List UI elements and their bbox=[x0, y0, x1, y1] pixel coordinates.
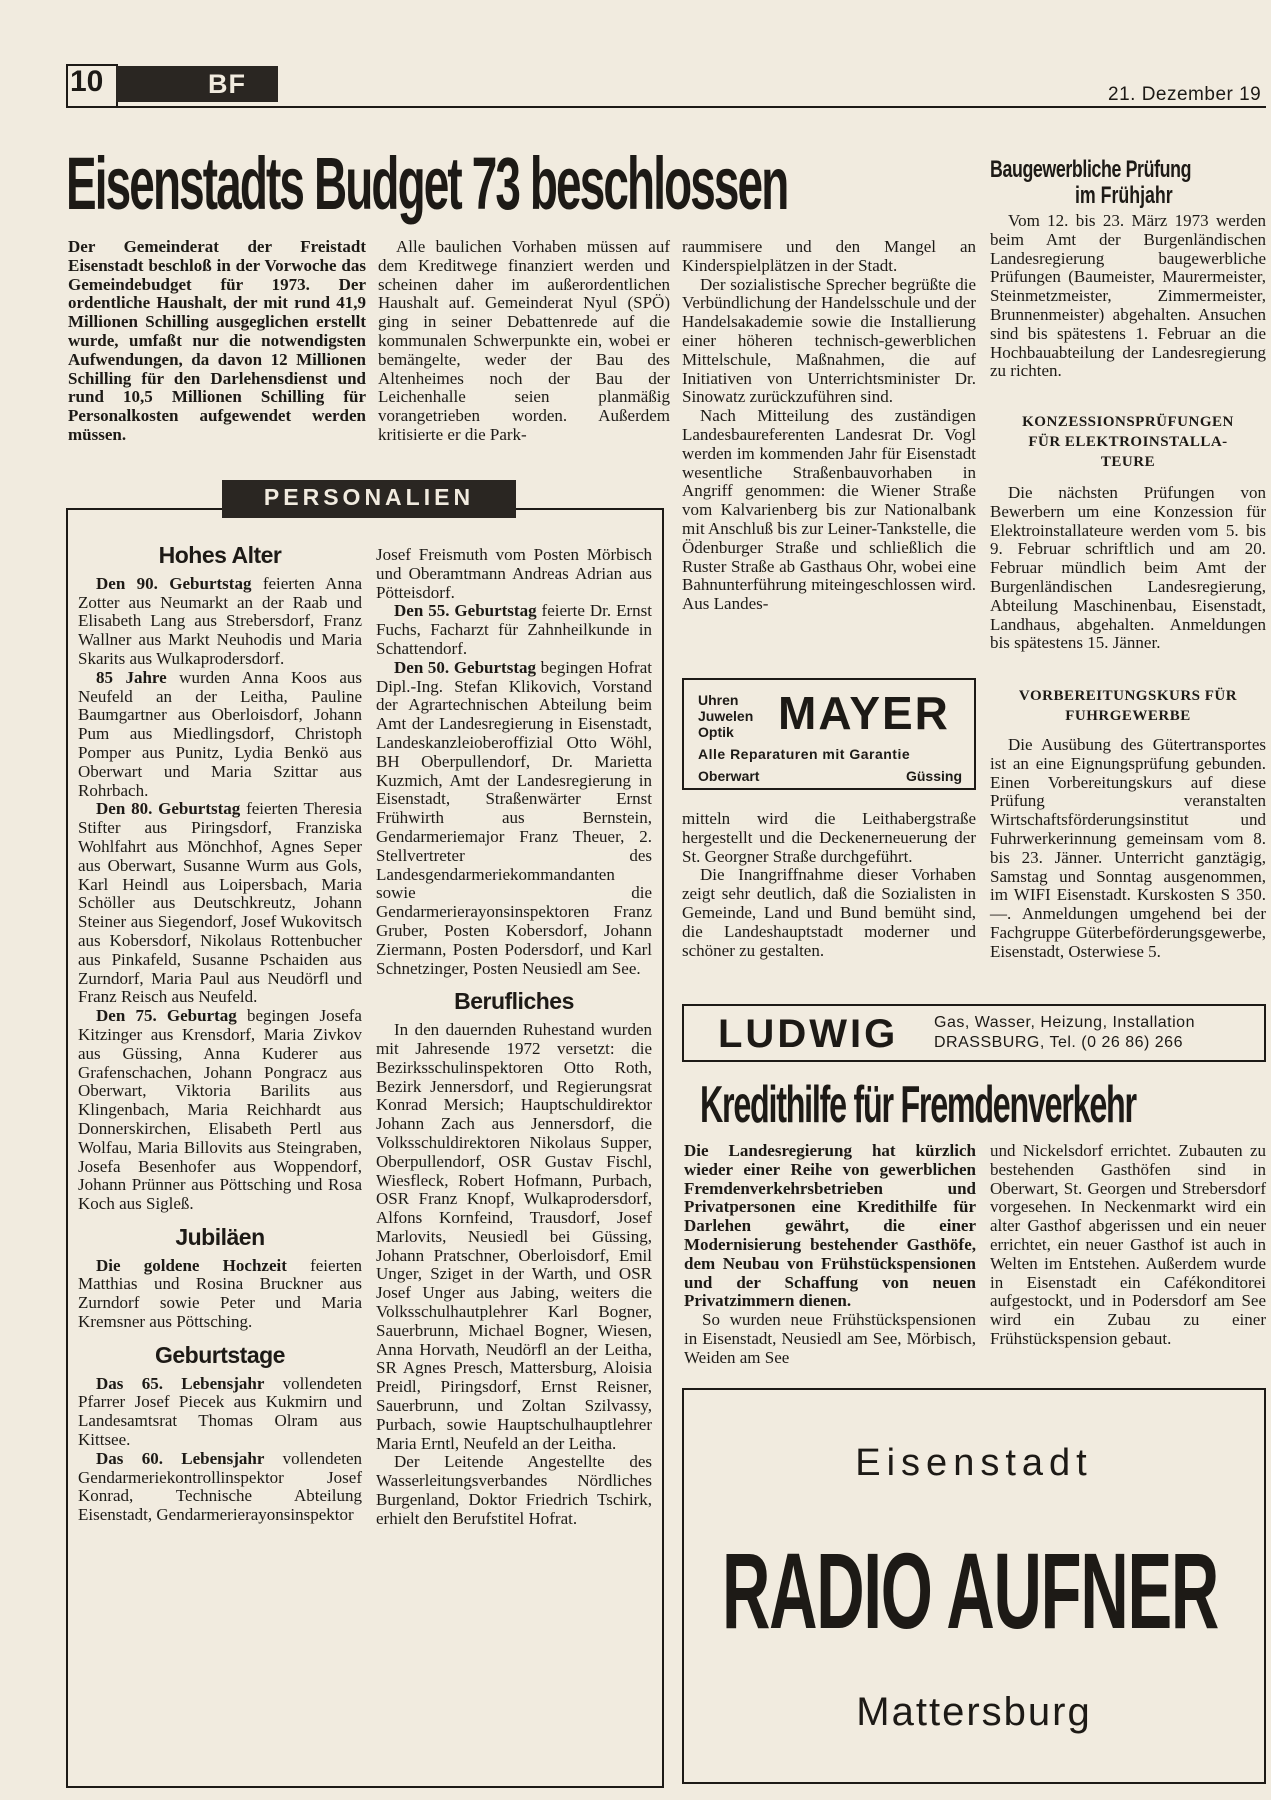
main-article-col3a: raummisere und den Mangel an Kinderspielplätzen in der Stadt. Der sozialistische Sprecher begrüßte die Verbündlichung der Handelsschule und der Handelsakademie sowie die Installierung einer höheren technisch-gewerblichen Mittelschule, Maßnahmen, die auf Initiativen von Unterrichtsminister Dr. Sinowatz zurückzuführen sind. Nach Mitteilung des zuständigen Landesbaureferenten Landesrat Dr. Vogl werden im kommenden Jahr für Eisenstadt wesentliche Straßenbauvorhaben in Angriff genommen: die Wiener Straße vom Kalvarienberg bis zur Nationalbank mit Anschluß bis zur Leiner-Tankstelle, die Ödenburger Straße und schließlich die Ruster Straße ab Gasthaus Ohr, wobei eine Bahnunterführung miteingeschlossen wird. Aus Landes- bbox=[682, 237, 977, 614]
page-number: 10 bbox=[70, 65, 104, 98]
ludwig-line2: DRASSBURG, Tel. (0 26 86) 266 bbox=[934, 1034, 1183, 1051]
mayer-loc-left: Oberwart bbox=[698, 768, 760, 784]
main-lead-text: Der Gemeinderat der Freistadt Eisenstadt beschloß in der Vorwoche das Gemeindebudget für 1973. Der ordentliche Haushalt, der mit rund 41,9 Millionen Schilling ausgeglichen erstellt wurde, umfaßt nur die notwendigsten Aufwendungen, da davon 12 Millionen Schilling für den Darlehensdienst und rund 10,5 Millionen Schilling für Personalkosten aufgewendet werden müssen. bbox=[68, 237, 366, 444]
kredit-col2: und Nickelsdorf errichtet. Zubauten zu bestehenden Gasthöfen sind in Oberwart, St. Georgen und Strebersdorf vorgesehen. In Neckenmarkt wird ein alter Gasthof abgerissen und ein neuer errichtet, ein neuer Gasthof ist auch in Welten im Entstehen. Außerdem wurde in Eisenstadt ein Cafékonditorei aufgestockt, und in Podersdorf am See wird ein Zubau zu einer Frühstückspension gebaut. bbox=[990, 1141, 1266, 1348]
baugewerbe-text: Vom 12. bis 23. März 1973 werden beim Amt der Burgenländischen Landesregierung baugewerbliche Prüfungen (Baumeister, Maurermeister, Steinmetzmeister, Zimmermeister, Brunnenmeister) abgehalten. Ansuchen sind bis spätestens 1. Februar an die Hochbauabteilung der Landesregierung zu richten. bbox=[990, 211, 1266, 381]
main-col2-text: Alle baulichen Vorhaben müssen auf dem Kreditwege finanziert werden und scheinen daher im außerordentlichen Haushalt auf. Gemeinderat Nyul (SPÖ) ging in seiner Debattenrede auf die kommunalen Schwerpunkte ein, wobei er bemängelte, weder der Bau des Altenheimes noch der Bau der Leichenhalle seien planmäßig vorangetrieben worden. Außerdem kritisierte er die Park- bbox=[378, 237, 670, 444]
baugewerbe-title-1: Baugewerbliche Prüfung bbox=[990, 156, 1192, 183]
personalien-col1: Hohes Alter Den 90. Geburtstag feierten Anna Zotter aus Neumarkt an der Raab und Elisabeth Lang aus Strebersdorf, Franz Wallner aus Markt Neuhodis und Maria Skarits aus Wulkaprodersdorf. 85 Jahre wurden Anna Koos aus Neufeld an der Leitha, Pauline Baumgartner aus Oberloisdorf, Johann Pum aus Miedlingsdorf, Christoph Pomper aus Punitz, Lydia Benkö aus Oberwart und Maria Szittar aus Rohrbach. Den 80. Geburtstag feierten Theresia Stifter aus Piringsdorf, Franziska Wohlfahrt aus Mönchhof, Agnes Seper aus Oberwart, Susanne Wurm aus Gols, Karl Heindl aus Loipersbach, Maria Schöller aus Deutschkreutz, Johann Steiner aus Siegendorf, Josef Wukovitsch aus Kobersdorf, Nikolaus Rottenbucher aus Pinkafeld, Susanne Pschaiden aus Zurndorf, Maria Paul aus Neudörfl und Franz Reisch aus Neufeld. Den 75. Geburtag begingen Josefa Kitzinger aus Krensdorf, Maria Zivkov aus Güssing, Anna Kuderer aus Grafenschachen, Johann Pongracz aus Oberwart, Viktoria Barilits aus Klingenbach, Maria Reichhardt aus Donnerskirchen, Elisabeth Pertl aus Wolfau, Maria Billovits aus Steingraben, Josefa Besenhofer aus Woppendorf, Johann Prünner aus Pöttsching und Rosa Koch aus Sigleß. Jubiläen Die goldene Hochzeit feierten Matthias und Rosina Bruckner aus Zurndorf sowie Peter und Maria Kremsner aus Pöttsching. Geburtstage Das 65. Lebensjahr vollendeten Pfarrer Josef Piecek aus Kukmirn und Landesamtsrat Thomas Olram aus Kittsee. Das 60. Lebensjahr vollendeten Gendarmeriekontrollinspektor Josef Konrad, Technische Abteilung Eisenstadt, Gendarmerierayonsinspektor bbox=[78, 542, 363, 1525]
main-headline: Eisenstadts Budget 73 beschlossen bbox=[66, 142, 788, 225]
main-article-col2 bbox=[378, 238, 670, 445]
personalien-col2: Josef Freismuth vom Posten Mörbisch und Oberamtmann Andreas Adrian aus Pötteisdorf. Den 55. Geburtstag feierte Dr. Ernst Fuchs, Facharzt für Zahnheilkunde in Schattendorf. Den 50. Geburtstag begingen Hofrat Dipl.-Ing. Stefan Klikovich, Vorstand der Agrartechnischen Abteilung beim Amt der Landesregierung in Eisenstadt, Landeskanzleioberoffizial Otto Wöhl, BH Oberpullendorf, Dr. Marietta Kuzmich, Amt der Landesregierung in Eisenstadt, Straßenwärter Ernst Frühwirth aus Bernstein, Gendarmeriemajor Franz Theuer, 2. Stellvertreter des Landesgendarmeriekommandanten sowie die Gendarmerierayonsinspektoren Franz Gruber, Posten Kobersdorf, Johann Ziermann, Posten Podersdorf, und Karl Schnetzinger, Posten Neusiedl am See. Berufliches In den dauernden Ruhestand wurden mit Jahresende 1972 versetzt: die Bezirksschulinspektoren Otto Roth, Bezirk Jennersdorf, und Regierungsrat Konrad Mersich; Hauptschuldirektor Johann Zach aus Jennersdorf, die Volksschuldirektoren Nikolaus Supper, Oberpullendorf, OSR Gustav Fischl, Wiesfleck, Robert Hofmann, Purbach, OSR Franz Knopf, Wulkaprodersdorf, Alfons Kornfeind, Trausdorf, Josef Marlovits, Neusiedl bei Güssing, Johann Pratschner, Oberloisdorf, Emil Unger, Sziget in der Warth, und OSR Josef Unger aus Jabing, weiters die Volksschulhautplehrer Karl Bogner, Sauerbrunn, Michael Bogner, Wiesen, Anna Horvath, Neudörfl an der Leitha, SR Agnes Presch, Mattersburg, Aloisia Preidl, Piringsdorf, Ernst Reisner, Sauerbrunn, und Zoltan Szilvassy, Purbach, sowie Hauptschulhauptlehrer Maria Erntl, Neufeld an der Leitha. Der Leitende Angestellte des Wasserleitungsverbandes Nördliches Burgenland, Doktor Friedrich Tschirk, erhielt den Berufstitel Hofrat. bbox=[376, 545, 652, 1528]
section-banner bbox=[116, 66, 278, 102]
ad-aufner bbox=[682, 1388, 1266, 1784]
aufner-brand: RADIO AUFNER bbox=[722, 1530, 1218, 1651]
main-article-lead bbox=[68, 238, 366, 445]
ad-mayer bbox=[682, 678, 976, 790]
mayer-line1: Uhren bbox=[698, 692, 739, 708]
mayer-guarantee: Alle Reparaturen mit Garantie bbox=[698, 746, 911, 762]
aufner-city-bottom: Mattersburg bbox=[856, 1690, 1092, 1734]
section-label: BF bbox=[208, 69, 246, 99]
kredit-headline: Kredithilfe für Fremdenverkehr bbox=[700, 1076, 1136, 1134]
masthead-rule bbox=[66, 106, 1266, 108]
heading-geburtstage: Geburtstage bbox=[155, 1341, 285, 1368]
kredit-col1: Die Landesregierung hat kürzlich wieder einer Reihe von gewerblichen Fremdenverkehrsbetrieben und Privatpersonen eine Kredithilfe für Darlehen gewährt, die einer Modernisierung bestehender Gasthöfe, dem Neubau von Frühstückspensionen und der Schaffung von neuen Privatzimmern dienen. So wurden neue Frühstückspensionen in Eisenstadt, Neusiedl am See, Mörbisch, Weiden am See bbox=[684, 1141, 976, 1367]
issue-date: 21. Dezember 19 bbox=[1108, 84, 1262, 105]
heading-jubilaeen: Jubiläen bbox=[175, 1223, 265, 1250]
konzession-title: KONZESSIONSPRÜFUNGEN FÜR ELEKTROINSTALLA- TEURE bbox=[1022, 414, 1234, 470]
main-article-col3b: mitteln wird die Leithabergstraße hergestellt und die Deckenerneuerung der St. Georgner Straße durchgeführt. Die Inangriffnahme dieser Vorhaben zeigt sehr deutlich, daß die Sozialisten in Gemeinde, Land und Bund bemüht sind, die Landeshauptstadt moderner und schöner zu gestalten. bbox=[682, 809, 976, 960]
ludwig-brand: LUDWIG bbox=[718, 1012, 899, 1056]
mayer-line3: Optik bbox=[698, 724, 734, 740]
vorbereitung-text: Die Ausübung des Gütertransportes ist an eine Eignungsprüfung gebunden. Einen Vorbereitungskurs auf diese Prüfung veranstalten Wirtschaftsförderungsinstitut und Fuhrwerkerinnung gemeinsam vom 8. bis 23. Jänner. Unterricht ganztägig, Samstag und Sonntag ausgenommen, im WIFI Eisenstadt. Kurskosten S 350.—. Anmeldungen umgehend bei der Fachgruppe Güterbeförderungsgewerbe, Eisenstadt, Osterwiese 5. bbox=[990, 735, 1266, 961]
vorbereitung-title: VORBEREITUNGSKURS FÜR FUHRGEWERBE bbox=[1018, 688, 1238, 724]
heading-hohes-alter: Hohes Alter bbox=[158, 542, 282, 568]
mayer-brand: MAYER bbox=[778, 687, 950, 739]
mayer-loc-right: Güssing bbox=[905, 768, 962, 784]
heading-berufliches: Berufliches bbox=[454, 988, 574, 1015]
ad-ludwig bbox=[682, 1004, 1266, 1062]
ludwig-line1: Gas, Wasser, Heizung, Installation bbox=[934, 1014, 1195, 1031]
aufner-city-top: Eisenstadt bbox=[855, 1442, 1093, 1484]
konzession-text: Die nächsten Prüfungen von Bewerbern um eine Konzession für Elektroinstallateure werden vom 5. bis 9. Februar schriftlich und am 20. Februar mündlich beim Amt der Burgenländischen Landesregierung, Abteilung Maschinenbau, Eisenstadt, Landhaus, abgehalten. Anmeldungen bis spätestens 15. Jänner. bbox=[990, 483, 1266, 653]
baugewerbe-title-2: im Frühjahr bbox=[1075, 182, 1173, 209]
personalien-label: PERSONALIEN bbox=[263, 484, 475, 510]
mayer-line2: Juwelen bbox=[698, 708, 754, 724]
